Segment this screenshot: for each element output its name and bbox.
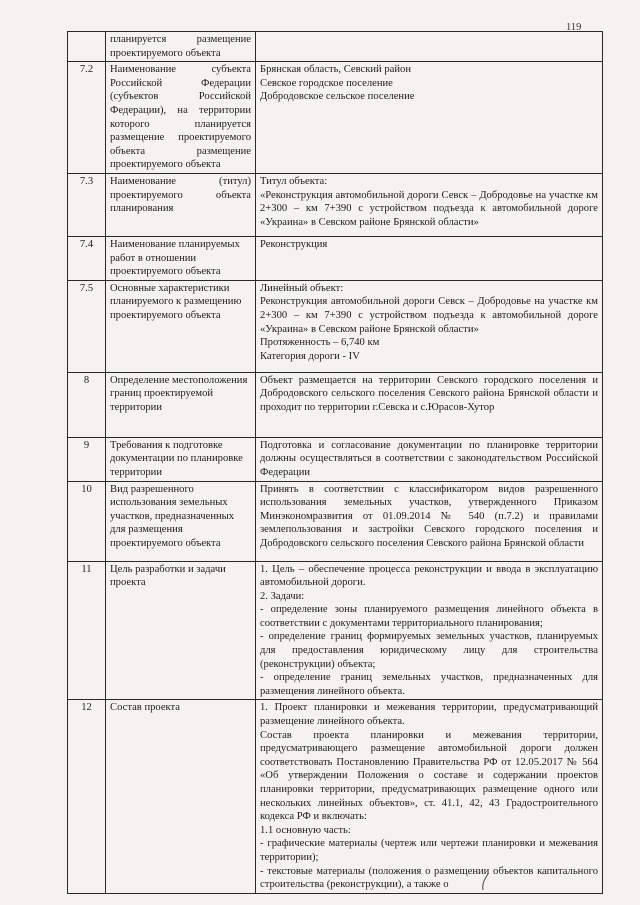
value-line: 1. Цель – обеспечение процесса реконструкции и ввода в эксплуатацию автомобильной дороги.	[260, 563, 598, 589]
row-name: Цель разработки и задачи проекта	[106, 561, 256, 700]
value-line: Брянская область, Севский район	[260, 64, 412, 76]
value-line: Линейный объект:	[260, 282, 344, 294]
row-number: 8	[68, 372, 106, 437]
row-name: Вид разрешенного использования земельных участков, предназначенных для размещения проектируемого объекта	[106, 481, 256, 561]
value-line: 1. Проект планировки и межевания территории, предусматривающий размещение линейного объекта.	[260, 702, 598, 728]
terms-of-reference-table	[67, 31, 603, 894]
row-number: 7.3	[68, 173, 106, 236]
row-value	[256, 62, 603, 174]
value-line: 2. Задачи:	[260, 590, 305, 602]
value-line: - определение границ формируемых земельных участков, планируемых для предоставления юридическому лицу для строительства (реконструкции) объекта;	[260, 631, 598, 670]
value-line: - определение зоны планируемого размещения линейного объекта в соответствии с документами территориального планирования;	[260, 604, 598, 629]
value-line: - определение границ земельных участков, предназначенных для размещения линейного объекта.	[260, 672, 598, 697]
table-row	[68, 32, 603, 62]
value-line: Категория дороги - IV	[260, 350, 360, 362]
table-row	[68, 481, 603, 561]
table-row	[68, 561, 603, 700]
row-name: Основные характеристики планируемого к размещению проектируемого объекта	[106, 280, 256, 372]
row-name: планируется размещение проектируемого объекта	[106, 32, 256, 62]
value-line: Севское городское поселение	[260, 77, 393, 89]
pen-mark	[478, 872, 492, 892]
table-row	[68, 700, 603, 893]
value-line: Подготовка и согласование документации по планировке территории должны осуществляться в соответствии с законодательством Российской Федерации	[260, 439, 598, 478]
row-number: 7.2	[68, 62, 106, 174]
row-value	[256, 700, 603, 893]
row-value	[256, 481, 603, 561]
page-number: 119	[566, 22, 582, 33]
row-number: 9	[68, 437, 106, 481]
row-value	[256, 236, 603, 280]
row-number: 12	[68, 700, 106, 893]
value-line: - текстовые материалы (положения о размещении объектов капитального строительства (реконструкции), а также о	[260, 865, 598, 891]
row-number: 7.5	[68, 280, 106, 372]
value-line: Протяженность – 6,740 км	[260, 337, 380, 349]
row-number	[68, 32, 106, 62]
value-line: Титул объекта:	[260, 175, 328, 187]
row-name: Состав проекта	[106, 700, 256, 893]
row-value	[256, 173, 603, 236]
row-name: Требования к подготовке документации по планировке территории	[106, 437, 256, 481]
value-line: Принять в соответствии с классификатором видов разрешенного использования земельных участков, утвержденного Приказом Минэкономразвития от 01.09.2014 № 540 (п.7.2) и правилами землепользования и застройки Севского городского поселения и Добродовского сельского поселения Севского района Брянской области	[260, 483, 598, 549]
row-name: Определение местоположения границ проектируемой территории	[106, 372, 256, 437]
row-value	[256, 437, 603, 481]
table-row	[68, 236, 603, 280]
table-row	[68, 372, 603, 437]
table-row	[68, 173, 603, 236]
table-row	[68, 62, 603, 174]
row-name: Наименование (титул) проектируемого объекта планирования	[106, 173, 256, 236]
table-row	[68, 437, 603, 481]
value-line: - графические материалы (чертеж или чертежи планировки и межевания территории);	[260, 838, 598, 863]
row-number: 7.4	[68, 236, 106, 280]
row-name: Наименование планируемых работ в отношении проектируемого объекта	[106, 236, 256, 280]
row-number: 10	[68, 481, 106, 561]
row-value	[256, 372, 603, 437]
value-line: Реконструкция автомобильной дороги Севск – Добродовье на участке км 2+300 – км 7+390 с устройством подъезда к автомобильной дороге «Украина» в Севском районе Брянской области»	[260, 296, 598, 335]
value-line: «Реконструкция автомобильной дороги Севск – Добродовье на участке км 2+300 – км 7+390 с устройством подъезда к автомобильной дороге «Украина» в Севском районе Брянской области»	[260, 189, 598, 228]
table-row	[68, 280, 603, 372]
row-number: 11	[68, 561, 106, 700]
row-value	[256, 32, 603, 62]
value-line: 1.1 основную часть:	[260, 824, 351, 836]
value-line: Добродовское сельское поселение	[260, 91, 415, 103]
value-line: Объект размещается на территории Севского городского поселения и Добродовского сельского поселения Севского района Брянской области и проходит по территории г.Севска и с.Юрасов-Хутор	[260, 374, 598, 413]
value-line: Состав проекта планировки и межевания территории, предусматривающего размещение автомобильной дороги должен соответствовать Постановлению Правительства РФ от 12.05.2017 № 564 «Об утверждении Положения о составе и содержании проектов планировки территории, предусматривающих размещение одного или нескольких линейных объектов», ст. 41.1, 42, 43 Градостроительного кодекса РФ и включать:	[260, 729, 598, 823]
row-value	[256, 280, 603, 372]
row-name: Наименование субъекта Российской Федерации (субъектов Российской Федерации), на территории которого планируется размещение проектируемого объекта размещение проектируемого объекта	[106, 62, 256, 174]
value-line: Реконструкция	[260, 238, 328, 250]
row-value	[256, 561, 603, 700]
